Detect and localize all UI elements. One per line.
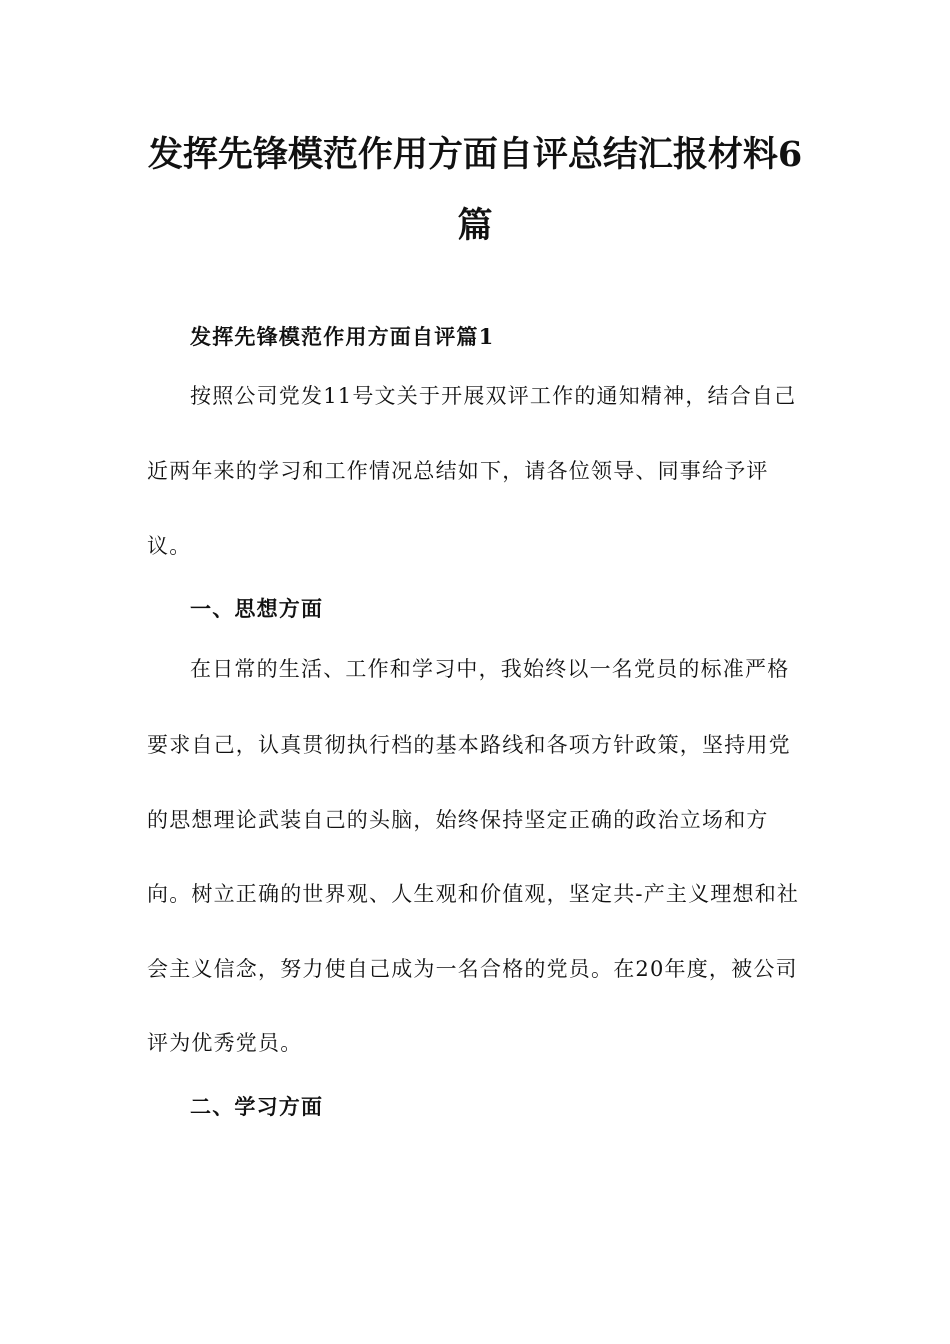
paragraph-line-1: 在日常的生活、工作和学习中，我始终以一名党员的标准严格 — [190, 657, 790, 681]
paragraph-line-2: 要求自己，认真贯彻执行档的基本路线和各项方针政策，坚持用党 — [147, 733, 791, 757]
section-title: 发挥先锋模范作用方面自评篇1 — [190, 324, 495, 349]
paragraph-line-4: 向。树立正确的世界观、人生观和价值观，坚定共-产主义理想和社 — [147, 882, 800, 906]
heading-thought: 一、思想方面 — [190, 596, 324, 621]
heading-study: 二、学习方面 — [190, 1094, 324, 1119]
intro-line-3: 议。 — [147, 534, 192, 558]
document-title-line-2: 篇 — [457, 205, 493, 246]
document-title-line-1: 发挥先锋模范作用方面自评总结汇报材料6 — [147, 134, 803, 175]
intro-line-1: 按照公司党发11号文关于开展双评工作的通知精神，结合自己 — [190, 384, 797, 408]
paragraph-line-3: 的思想理论武装自己的头脑，始终保持坚定正确的政治立场和方 — [147, 808, 769, 832]
paragraph-line-6: 评为优秀党员。 — [147, 1031, 303, 1055]
paragraph-line-5: 会主义信念，努力使自己成为一名合格的党员。在20年度，被公司 — [147, 957, 798, 981]
intro-line-2: 近两年来的学习和工作情况总结如下，请各位领导、同事给予评 — [147, 459, 769, 483]
